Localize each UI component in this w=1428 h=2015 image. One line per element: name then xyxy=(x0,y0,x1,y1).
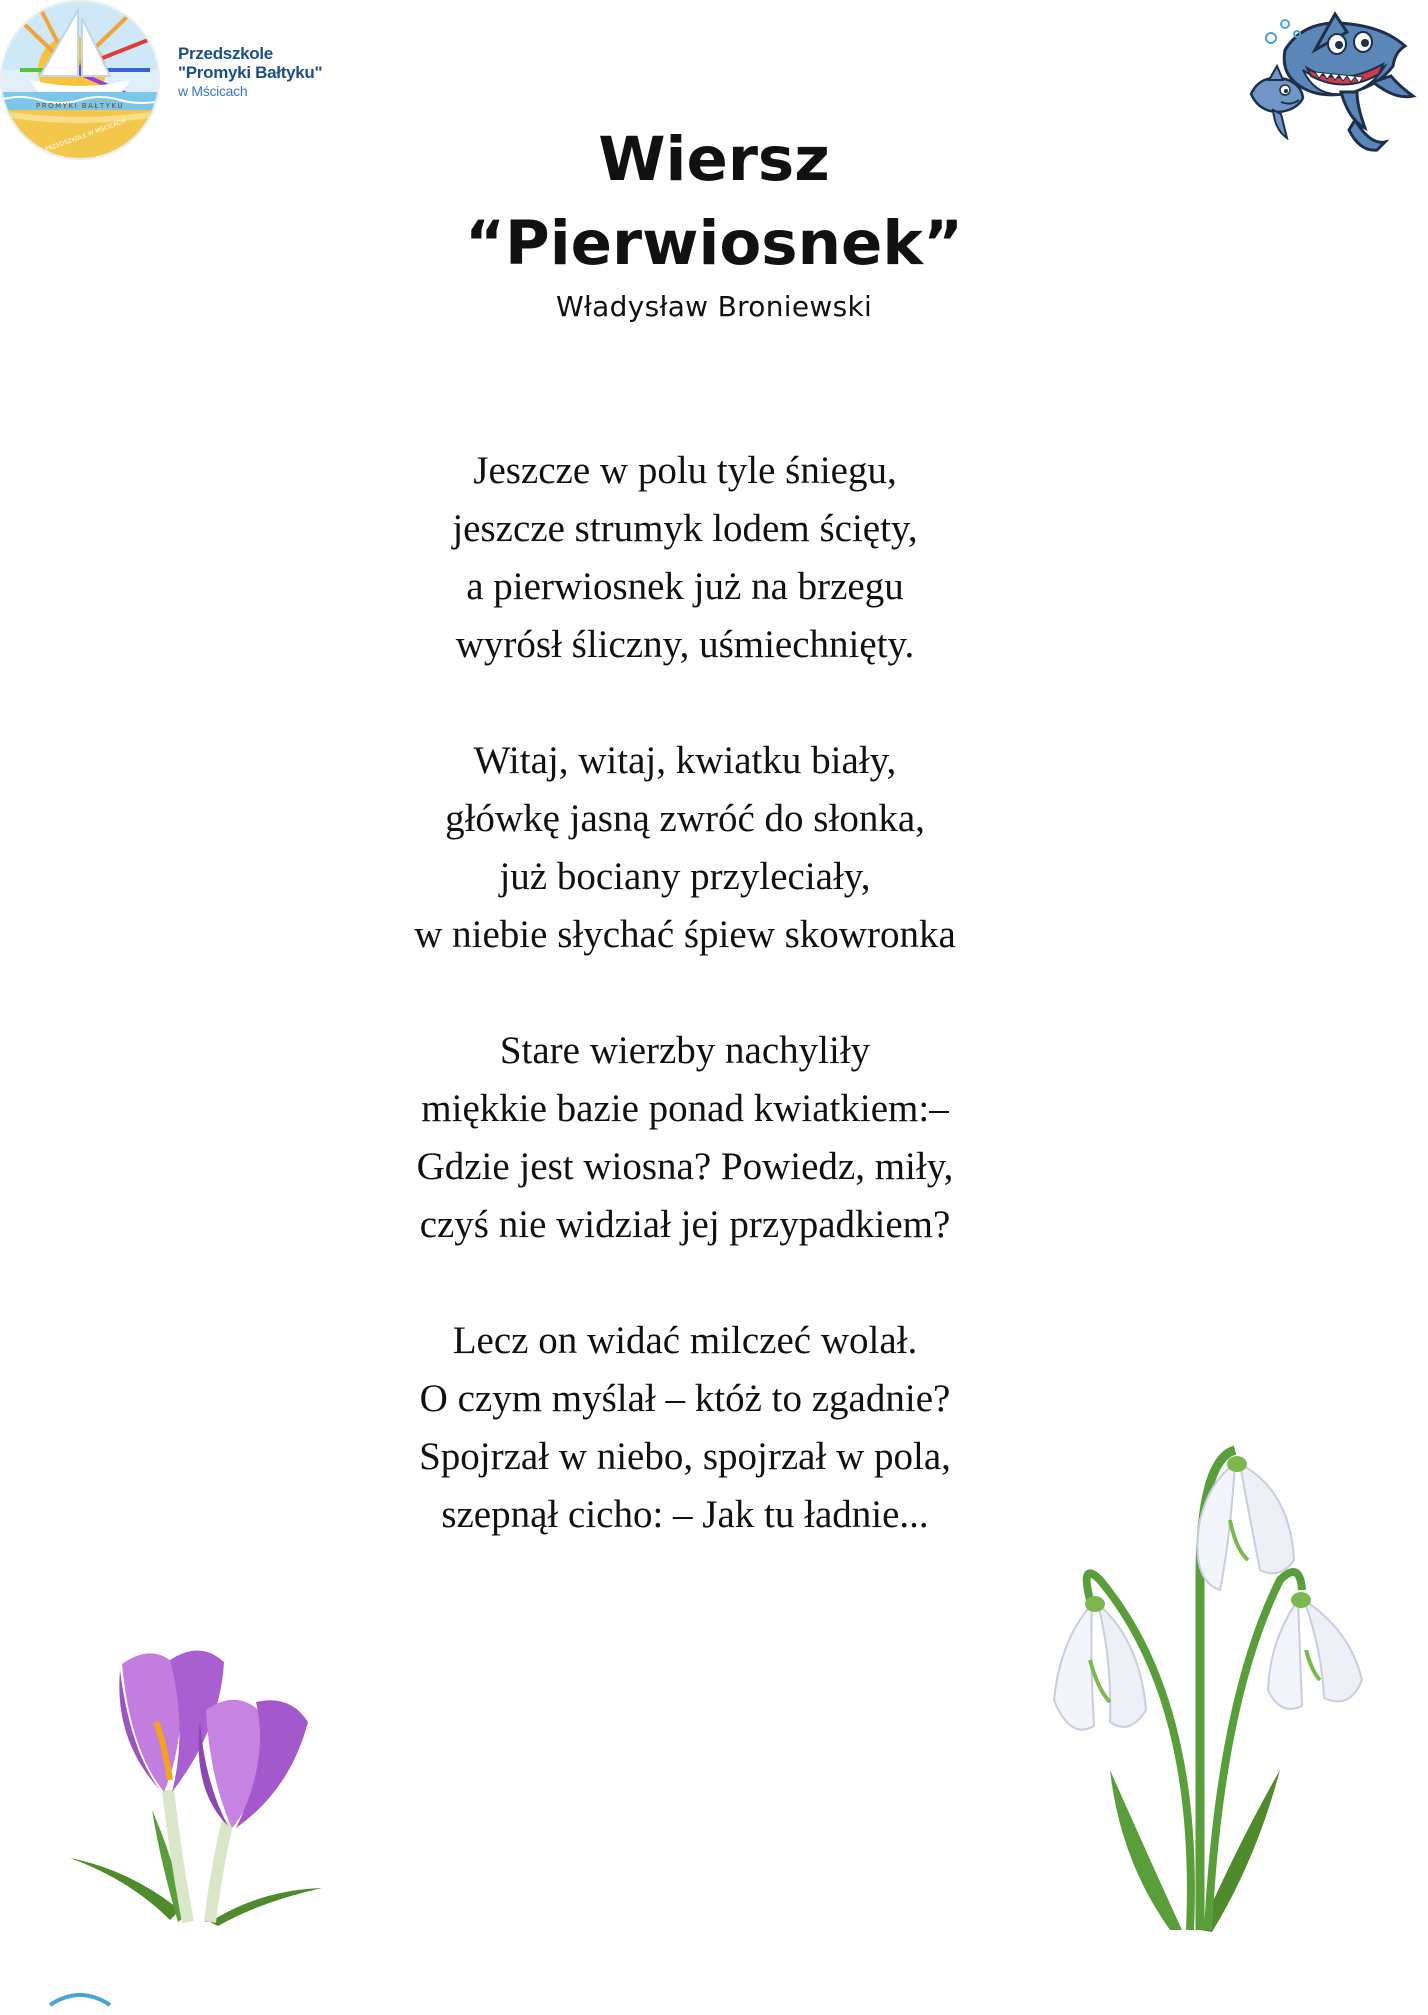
poem-line: O czym myślał – któż to zgadnie? xyxy=(419,1377,951,1420)
crocus-flower-icon xyxy=(60,1630,340,1930)
title-line-2: “Pierwiosnek” xyxy=(464,208,964,279)
poem-line: szepnął cicho: – Jak tu ładnie... xyxy=(441,1493,929,1536)
school-name xyxy=(178,44,322,101)
poem-line: główkę jasną zwróć do słonka, xyxy=(445,797,925,840)
decorative-arc-icon xyxy=(40,1985,120,2015)
snowdrop-flower-icon xyxy=(1050,1440,1380,1940)
poem-line: Gdzie jest wiosna? Powiedz, miły, xyxy=(416,1145,954,1188)
poem-line: a pierwiosnek już na brzegu xyxy=(466,565,904,608)
poem-line: Spojrzał w niebo, spojrzał w pola, xyxy=(419,1435,951,1478)
poem-line: czyś nie widział jej przypadkiem? xyxy=(419,1203,951,1246)
poem-line: wyrósł śliczny, uśmiechnięty. xyxy=(455,623,915,666)
poem-line: Jeszcze w polu tyle śniegu, xyxy=(473,449,897,492)
school-name-line2: "Promyki Bałtyku" xyxy=(178,63,323,82)
poem-line: Witaj, witaj, kwiatku biały, xyxy=(473,739,897,782)
logo-ring-top-text: PROMYKI BAŁTYKU xyxy=(36,102,124,110)
poem-line: jeszcze strumyk lodem ścięty, xyxy=(452,507,918,550)
stanza-3 xyxy=(0,1022,1370,1254)
stanza-1 xyxy=(0,442,1370,674)
title-line-1: Wiersz xyxy=(598,124,830,195)
poem-line: w niebie słychać śpiew skowronka xyxy=(414,913,956,956)
poem-line: już bociany przyleciały, xyxy=(499,855,871,898)
poem-author: Władysław Broniewski xyxy=(555,290,873,323)
poem-line: Lecz on widać milczeć wolał. xyxy=(452,1319,918,1362)
poem-line: Stare wierzby nachyliły xyxy=(499,1029,871,1072)
logo-ring-bottom-text: PRZEDSZKOLE W MŚCICACH xyxy=(44,117,127,154)
poem-line: miękkie bazie ponad kwiatkiem:– xyxy=(421,1087,949,1130)
poem-text xyxy=(0,442,1370,1602)
page-title xyxy=(0,118,1428,286)
school-name-line3: w Mścicach xyxy=(178,83,248,99)
school-name-line1: Przedszkole xyxy=(178,44,273,63)
stanza-2 xyxy=(0,732,1370,964)
